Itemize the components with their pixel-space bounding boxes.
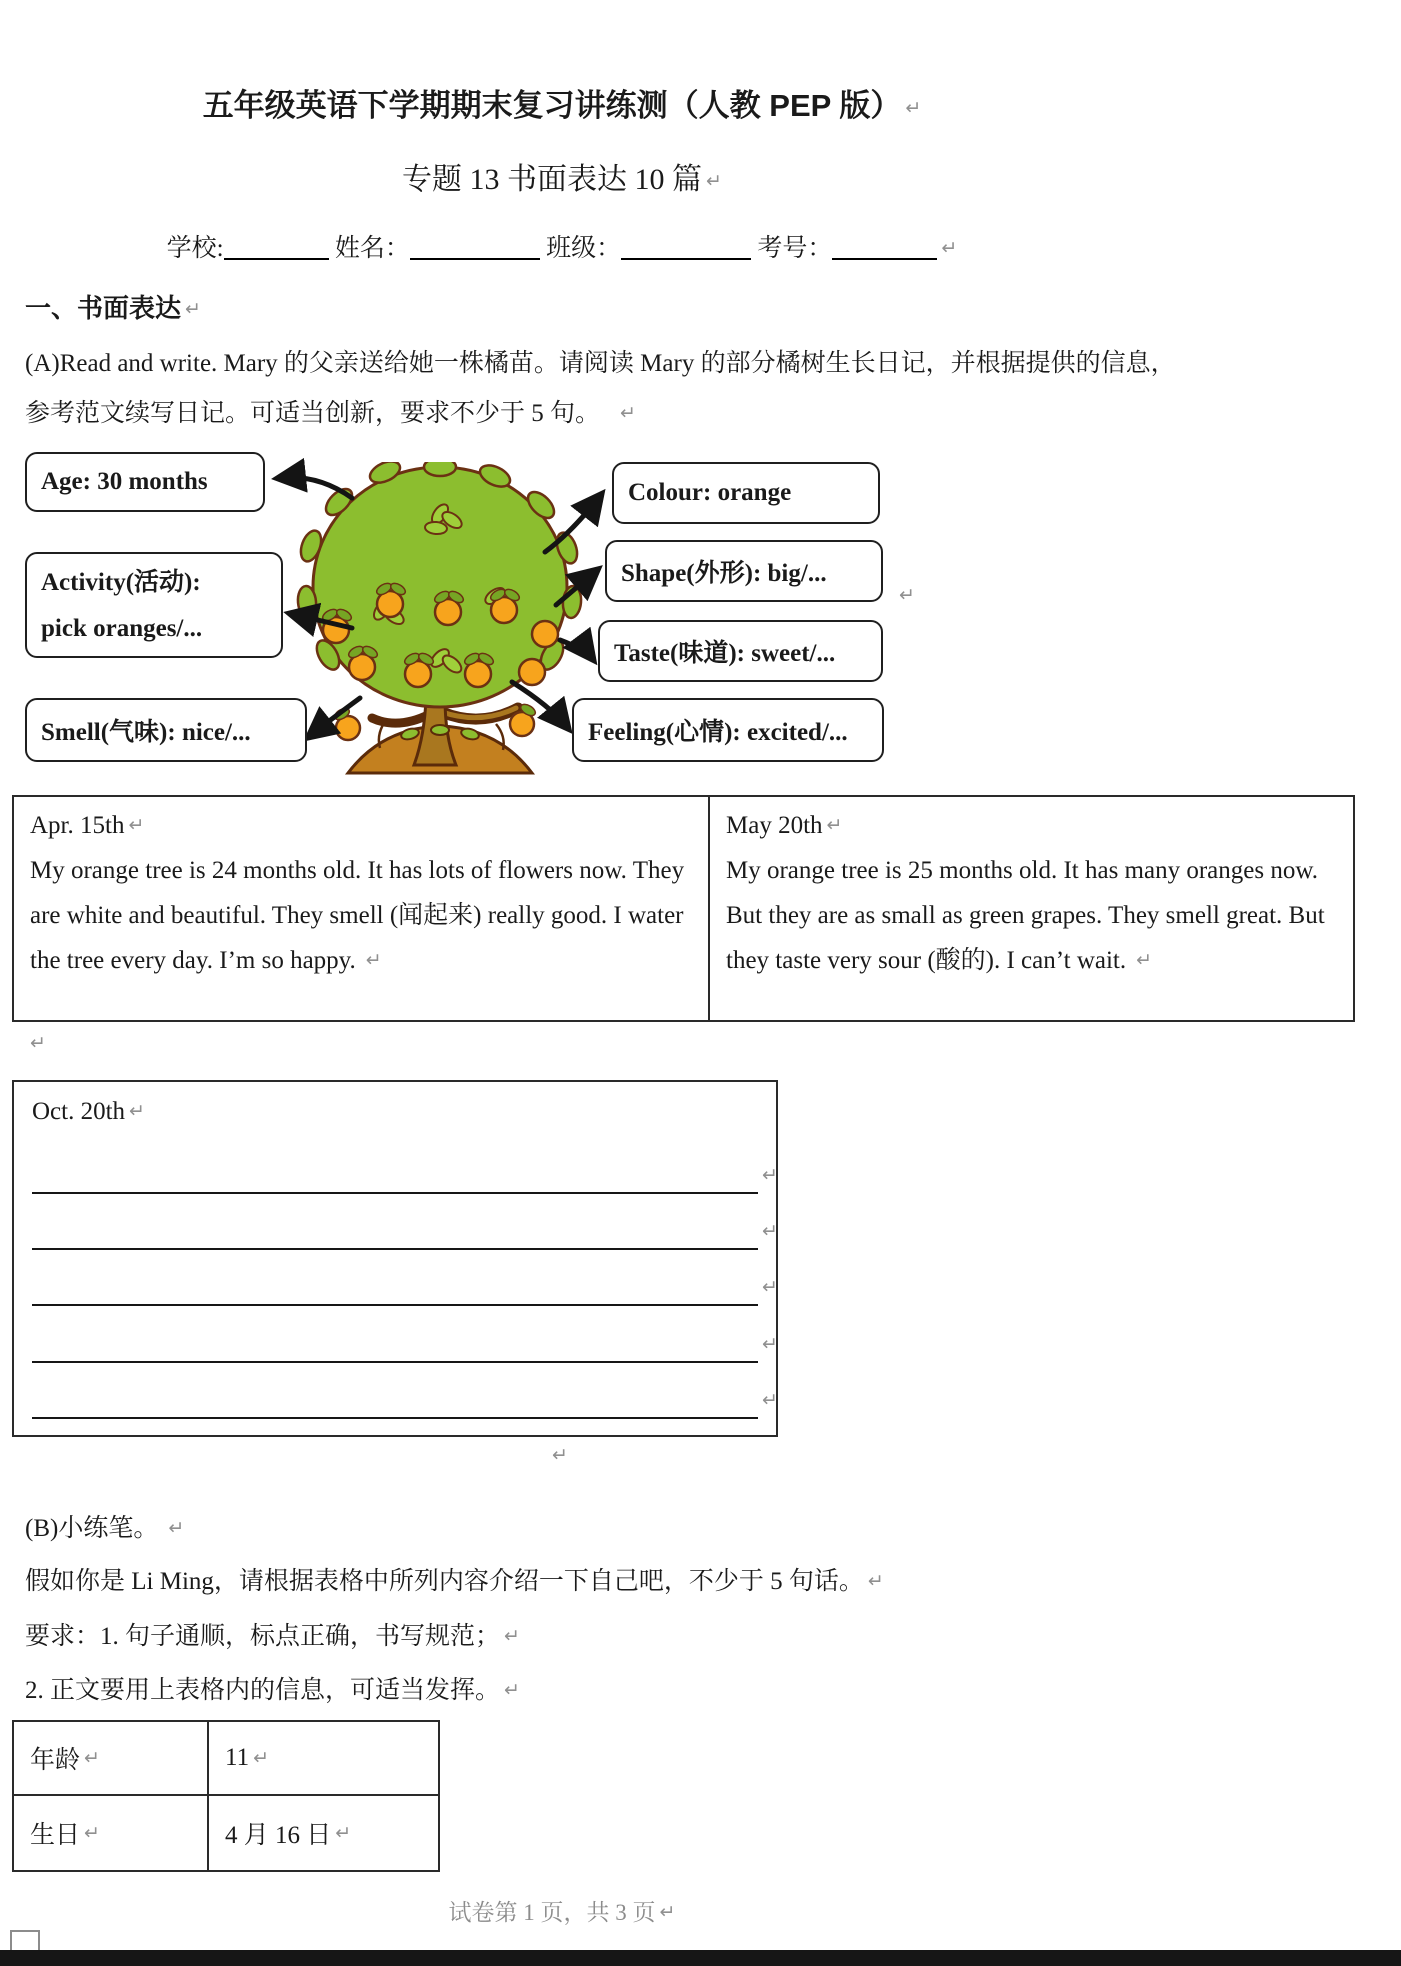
label-box-colour [612, 462, 880, 524]
return-mark-icon: ↵ [168, 1517, 185, 1539]
profile-value-age [209, 1722, 438, 1796]
diary-text-may-body: My orange tree is 25 months old. It has many oranges now. But they are as small as green grapes. They smell great. But they taste very sour (酸的). I can’t wait. [726, 857, 1325, 974]
section-b-requirement-2-text: 2. 正文要用上表格内的信息，可适当发挥。 [25, 1677, 501, 1704]
return-mark-icon: ↵ [1136, 949, 1153, 971]
label-box-activity [25, 552, 283, 658]
school-label: 学校: [166, 235, 224, 262]
class-label: 班级： [546, 235, 622, 262]
bottom-bar [0, 1950, 1401, 1966]
label-box-smell [25, 698, 307, 762]
school-blank[interactable] [224, 232, 329, 260]
return-mark-icon: ↵ [129, 1100, 145, 1122]
label-box-taste [598, 620, 883, 682]
section-b-requirement-2 [25, 1670, 520, 1706]
section-b-requirement-1-text: 要求：1. 句子通顺，标点正确，书写规范； [25, 1623, 501, 1650]
diary-date-may [726, 803, 1337, 848]
label-box-shape [605, 540, 883, 602]
profile-table [12, 1720, 440, 1872]
diary-text-may [726, 848, 1337, 983]
writing-line[interactable] [32, 1304, 758, 1306]
return-mark-icon: ↵ [706, 170, 722, 192]
section-a-instructions-line2 [25, 393, 636, 429]
exam-no-label: 考号： [757, 235, 833, 262]
exam-no-blank[interactable] [832, 232, 937, 260]
return-mark-icon: ↵ [899, 584, 915, 606]
section-b-intro-text: 假如你是 Li Ming，请根据表格中所列内容介绍一下自己吧，不少于 5 句话。 [25, 1568, 864, 1595]
label-activity-line2: pick oranges/... [41, 615, 203, 642]
page-footer [0, 1894, 1124, 1927]
diary-text-april-body: My orange tree is 24 months old. It has lots of flowers now. They are white and beautiful. They smell (闻起来) really good. I water the tree every day. I’m so happy. [30, 857, 685, 974]
page-subtitle-text: 专题 13 书面表达 10 篇 [402, 163, 703, 196]
return-mark-icon: ↵ [84, 1746, 100, 1769]
return-mark-icon: ↵ [762, 1220, 778, 1242]
section-a-instructions-line1: (A)Read and write. Mary 的父亲送给她一株橘苗。请阅读 Mary 的部分橘树生长日记，并根据提供的信息， [25, 350, 1176, 377]
writing-area-box [12, 1080, 778, 1437]
return-mark-icon: ↵ [762, 1276, 778, 1298]
return-mark-icon: ↵ [30, 1032, 46, 1054]
section-b-requirement-1 [25, 1616, 520, 1652]
return-mark-icon: ↵ [762, 1164, 778, 1186]
diary-table [12, 795, 1355, 1022]
label-feeling-text: Feeling(心情): excited/... [588, 719, 848, 746]
profile-value-birthday [209, 1796, 438, 1870]
return-mark-icon: ↵ [552, 1444, 568, 1466]
page-title-text: 五年级英语下学期期末复习讲练测（人教 PEP 版） [202, 88, 902, 123]
class-blank[interactable] [621, 232, 751, 260]
section-a-heading-text: 一、书面表达 [25, 294, 182, 323]
label-activity-line1: Activity(活动): [41, 569, 201, 596]
return-mark-icon: ↵ [941, 237, 958, 259]
writing-date [32, 1098, 145, 1126]
return-mark-icon: ↵ [762, 1389, 778, 1411]
diary-cell-april [14, 797, 710, 1020]
diary-date-april-text: Apr. 15th [30, 812, 125, 839]
name-label: 姓名： [334, 235, 410, 262]
section-b-heading [25, 1508, 184, 1544]
label-box-age [25, 452, 265, 512]
profile-value-birthday-text: 4 月 16 日 [225, 1822, 332, 1849]
name-blank[interactable] [410, 232, 540, 260]
return-mark-icon: ↵ [335, 1821, 352, 1844]
diary-date-may-text: May 20th [726, 812, 823, 839]
profile-value-age-text: 11 [225, 1744, 250, 1771]
label-smell-text: Smell(气味): nice/... [41, 719, 251, 746]
return-mark-icon: ↵ [504, 1625, 520, 1647]
writing-date-text: Oct. 20th [32, 1098, 126, 1125]
label-taste-text: Taste(味道): sweet/... [614, 640, 836, 667]
return-mark-icon: ↵ [905, 97, 922, 119]
return-mark-icon: ↵ [659, 1901, 676, 1923]
writing-line[interactable] [32, 1361, 758, 1363]
page-subtitle [0, 154, 1124, 198]
writing-line[interactable] [32, 1248, 758, 1250]
return-mark-icon: ↵ [867, 1570, 884, 1592]
return-mark-icon: ↵ [620, 402, 636, 424]
return-mark-icon: ↵ [84, 1821, 100, 1844]
section-b-intro [25, 1561, 884, 1597]
page-footer-text: 试卷第 1 页，共 3 页 [448, 1900, 656, 1925]
section-a-heading [25, 288, 201, 325]
profile-label-age-text: 年龄 [30, 1747, 81, 1774]
writing-line[interactable] [32, 1417, 758, 1419]
diary-text-april [30, 848, 692, 983]
section-b-heading-text: (B)小练笔。 [25, 1515, 159, 1542]
student-info-line [0, 228, 1124, 264]
return-mark-icon: ↵ [253, 1746, 269, 1769]
return-mark-icon: ↵ [504, 1679, 520, 1701]
label-colour-text: Colour: orange [628, 479, 792, 506]
profile-label-birthday-text: 生日 [30, 1822, 81, 1849]
label-box-feeling [572, 698, 884, 762]
label-age-text: Age: 30 months [41, 468, 208, 495]
profile-label-age [14, 1722, 209, 1796]
return-mark-icon: ↵ [365, 949, 382, 971]
writing-line[interactable] [32, 1192, 758, 1194]
profile-label-birthday [14, 1796, 209, 1870]
section-a-instructions-line2-text: 参考范文续写日记。可适当创新，要求不少于 5 句。 [25, 400, 601, 427]
return-mark-icon: ↵ [185, 298, 201, 320]
return-mark-icon: ↵ [128, 814, 145, 836]
page-title [0, 80, 1124, 125]
label-shape-text: Shape(外形): big/... [621, 560, 827, 587]
return-mark-icon: ↵ [826, 814, 843, 836]
diary-cell-may [710, 797, 1353, 1020]
diary-date-april [30, 803, 692, 848]
return-mark-icon: ↵ [762, 1333, 778, 1355]
